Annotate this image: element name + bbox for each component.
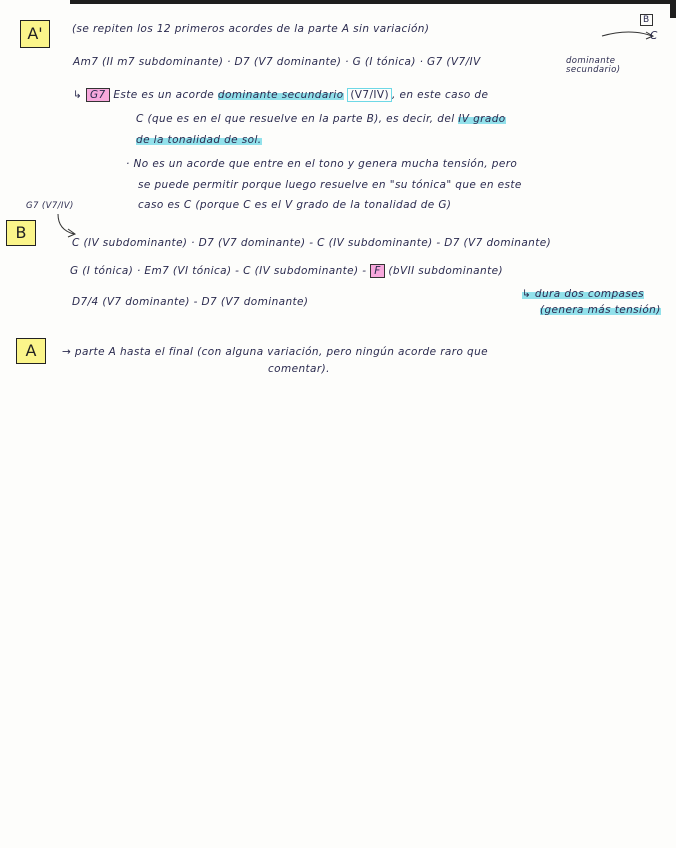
explanation-2a: C (que es en el que resuelve en la parte B), es decir, del	[136, 113, 455, 125]
b-note-1-text: ↳ dura dos compases	[522, 288, 644, 300]
b-side-note: G7 (V7/IV)	[26, 201, 74, 211]
explanation-1a: Este es un acorde	[113, 89, 215, 101]
b-note-2	[540, 304, 661, 316]
b-note-2-text: (genera más tensión)	[540, 304, 661, 316]
bullet-line-1	[126, 158, 517, 170]
progression-1-note: dominante secundario)	[566, 56, 621, 75]
explanation-3: de la tonalidad de sol.	[136, 134, 262, 146]
bullet-line-3: caso es C (porque C es el V grado de la tonalidad de G)	[138, 199, 452, 211]
explanation-1d: , en este caso de	[392, 89, 489, 101]
corner-mark	[640, 14, 653, 26]
b-line-2a: G (I tónica) · Em7 (VI tónica) - C (IV subdominante) -	[70, 265, 367, 277]
explanation-line-2	[136, 113, 506, 125]
corner-note: C	[650, 30, 658, 42]
top-right-edge	[670, 0, 676, 18]
bullet-dot: ·	[126, 158, 130, 170]
b-note-1	[522, 288, 644, 300]
b-line-2	[70, 264, 503, 278]
explanation-1b: dominante secundario	[217, 89, 344, 101]
explanation-1c: (V7/IV)	[347, 88, 392, 102]
bullet-line-2: se puede permitir porque luego resuelve en "su tónica" que en este	[138, 179, 522, 191]
explanation-2b: IV grado	[458, 113, 506, 125]
a-line-2: comentar).	[268, 363, 330, 375]
g7-chord-box: G7	[86, 88, 110, 102]
arrow-glyph: ↳	[73, 89, 83, 101]
side-note-arrow-icon	[54, 212, 80, 240]
explanation-line-1	[73, 88, 488, 102]
corner-mark-letter: B	[640, 14, 653, 26]
bullet-1: No es un acorde que entre en el tono y genera mucha tensión, pero	[133, 158, 518, 170]
f-chord-box: F	[370, 264, 384, 278]
section-a-prime-marker: A'	[20, 20, 50, 48]
intro-text: (se repiten los 12 primeros acordes de la parte A sin variación)	[72, 23, 430, 35]
explanation-line-3	[136, 134, 262, 146]
b-line-2b: (bVII subdominante)	[388, 265, 503, 277]
section-a-marker: A	[16, 338, 46, 364]
progression-1: Am7 (II m7 subdominante) · D7 (V7 dominante) · G (I tónica) · G7 (V7/IV	[73, 56, 481, 68]
b-line-1: C (IV subdominante) · D7 (V7 dominante) - C (IV subdominante) - D7 (V7 dominante)	[72, 237, 552, 249]
top-edge	[70, 0, 676, 4]
a-line-1: → parte A hasta el final (con alguna variación, pero ningún acorde raro que	[62, 346, 489, 358]
section-b-marker: B	[6, 220, 36, 246]
b-line-3: D7/4 (V7 dominante) - D7 (V7 dominante)	[72, 296, 309, 308]
